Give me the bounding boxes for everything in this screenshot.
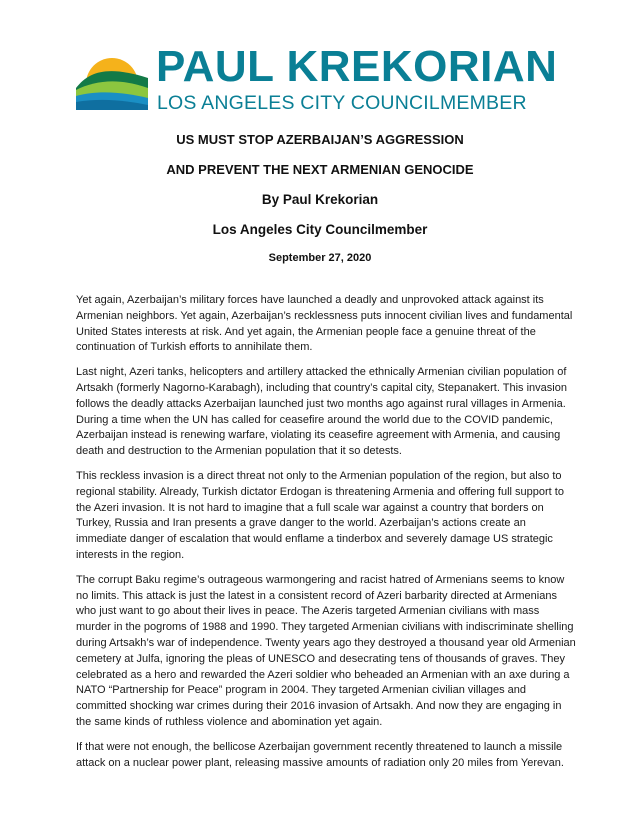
brand-name: PAUL KREKORIAN (156, 42, 558, 91)
publication-date: September 27, 2020 (268, 252, 372, 264)
title-line-1: US MUST STOP AZERBAIJAN’S AGGRESSION (176, 132, 464, 147)
letterhead (76, 40, 558, 120)
byline: By Paul Krekorian (261, 192, 379, 207)
document-heading (0, 132, 640, 266)
title-line-2: AND PREVENT THE NEXT ARMENIAN GENOCIDE (166, 162, 474, 177)
paragraph: Last night, Azeri tanks, helicopters and artillery attacked the ethnically Armenian civilian population of Artsakh (formerly Nagorno-Karabagh), including that country’s capital city, Stepanakert. This invasion follows the deadly attacks Azerbaijan launched just two months ago against rural villages in Armenia. During a time when the UN has called for ceasefire around the world due to the COVID pandemic, Azerbaijan instead is renewing warfare, violating its ceasefire agreement with Armenia, and causing death and destruction to the Armenian population that it so detests. (76, 366, 567, 458)
brand-subtitle: LOS ANGELES CITY COUNCILMEMBER (157, 92, 527, 114)
author-office: Los Angeles City Councilmember (212, 222, 428, 237)
article-body (76, 293, 576, 780)
sun-over-hills-logo-icon (76, 48, 148, 110)
paragraph: This reckless invasion is a direct threat not only to the Armenian population of the region, but also to regional stability. Already, Turkish dictator Erdogan is threatening Armenia and offering full support to the Azeri invasion. It is not hard to imagine that a full scale war against a country that borders on Turkey, Russia and Iran presents a grave danger to the world. Azerbaijan’s actions create an immediate danger of escalation that would enflame a tinderbox and severely damage US strategic interests in the region. (76, 469, 564, 561)
paragraph: The corrupt Baku regime’s outrageous warmongering and racist hatred of Armenians seems to know no limits. This attack is just the latest in a consistent record of Azeri barbarity directed at Armenians who just want to go about their lives in peace. The Azeris targeted Armenian civilians with mass murder in the pogroms of 1988 and 1990. They targeted Armenian civilians with indiscriminate shelling during Artsakh’s war of independence. Twenty years ago they destroyed a thousand year old Armenian cemetery at Julfa, ignoring the pleas of UNESCO and desecrating tens of thousands of graves. They celebrated as a hero and rewarded the Azeri soldier who beheaded an Armenian with an axe during a NATO “Partnership for Peace” program in 2004. They targeted Armenian civilian villages and committed shocking war crimes during their 2016 invasion of Artsakh. And now they are engaging in the same kinds of ruthless violence and abomination yet again. (76, 573, 576, 728)
paragraph: Yet again, Azerbaijan’s military forces have launched a deadly and unprovoked attack against its Armenian neighbors. Yet again, Azerbaijan’s recklessness puts innocent civilian lives and fundamental United States interests at risk. And yet again, the Armenian people face a genuine threat of the continuation of Turkish efforts to annihilate them. (76, 294, 573, 354)
paragraph: If that were not enough, the bellicose Azerbaijan government recently threatened to launch a missile attack on a nuclear power plant, releasing massive amounts of radiation only 20 miles from Yerevan. (76, 740, 564, 769)
